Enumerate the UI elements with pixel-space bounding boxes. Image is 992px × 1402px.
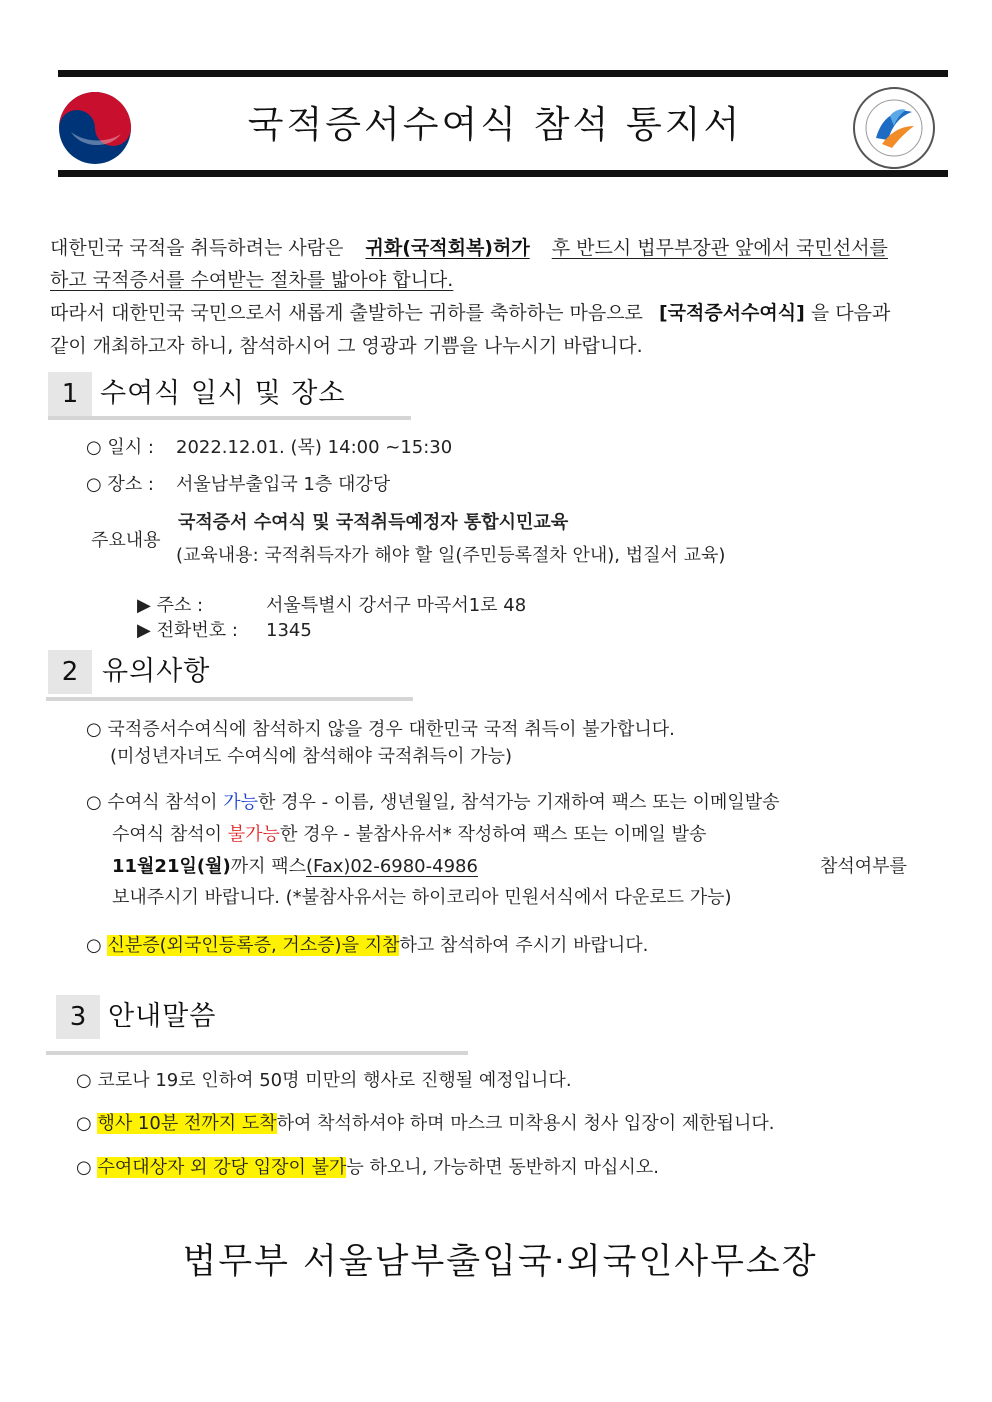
section-number: 3 [56, 995, 100, 1039]
content-sub: (교육내용: 국적취득자가 해야 할 일(주민등록절차 안내), 법질서 교육) [176, 545, 726, 566]
top-rule [58, 70, 948, 77]
phone-label: ▶ 전화번호 : [137, 620, 238, 641]
date-label: ○ 일시 : [86, 437, 154, 458]
highlighted-text: 행사 10분 전까지 도착 [97, 1113, 277, 1134]
section-title: 안내말씀 [108, 1001, 217, 1032]
page-title: 국적증서수여식 참석 통지서 [247, 103, 743, 146]
intro-line-1 [50, 236, 888, 260]
guidance-1: ○ 코로나 19로 인하여 50명 미만의 행사로 진행될 예정입니다. [76, 1070, 572, 1091]
intro-text: 후 반드시 법무부장관 앞에서 국민선서를 [551, 237, 888, 259]
place-value: 서울남부출입국 1층 대강당 [176, 474, 391, 495]
issuer-signature: 법무부 서울남부출입국·외국인사무소장 [182, 1242, 818, 1282]
guidance-3 [76, 1156, 659, 1180]
place-label: ○ 장소 : [86, 474, 154, 495]
notice-2-line-1 [86, 791, 780, 815]
notice-text: ○ 수여식 참석이 [86, 792, 224, 813]
notice-text: 한 경우 - 불참사유서* 작성하여 팩스 또는 이메일 발송 [279, 824, 707, 845]
notice-2-line-3-end: 참석여부를 [820, 856, 907, 877]
guidance-2 [76, 1112, 774, 1136]
notice-text: ○ [86, 935, 108, 956]
bottom-rule [58, 170, 948, 177]
address-value: 서울특별시 강서구 마곡서1로 48 [266, 595, 527, 616]
guidance-text: ○ [76, 1113, 98, 1134]
notice-text: 까지 팩스 [230, 856, 306, 877]
deadline-date: 11월21일(월) [112, 856, 231, 877]
naturalization-permit-text: 귀화(국적회복)허가 [365, 237, 530, 259]
content-main: 국적증서 수여식 및 국적취득예정자 통합시민교육 [178, 512, 569, 533]
date-value: 2022.12.01. (목) 14:00 ~15:30 [176, 437, 453, 458]
immigration-service-logo-icon [852, 86, 936, 170]
notice-3 [86, 934, 648, 958]
intro-text: 따라서 대한민국 국민으로서 새롭게 출발하는 귀하를 축하하는 마음으로 [50, 302, 643, 324]
notice-text: 수여식 참석이 [112, 824, 228, 845]
intro-line-2: 하고 국적증서를 수여받는 절차를 밟아야 합니다. [50, 269, 454, 291]
section-number: 2 [48, 650, 92, 694]
highlighted-text: 신분증(외국인등록증, 거소증)을 지참 [107, 935, 400, 956]
section-title: 유의사항 [102, 656, 211, 687]
notice-2-line-3 [112, 855, 478, 879]
content-label: 주요내용 [91, 530, 161, 551]
ceremony-name-text: [국적증서수여식] [658, 302, 805, 324]
guidance-text: 하여 착석하셔야 하며 마스크 미착용시 청사 입장이 제한됩니다. [276, 1113, 775, 1134]
notice-text: 하고 참석하여 주시기 바랍니다. [399, 935, 649, 956]
highlighted-text: 수여대상자 외 강당 입장이 불가 [97, 1157, 347, 1178]
intro-text: 대한민국 국적을 취득하려는 사람은 [50, 237, 344, 259]
section-title: 수여식 일시 및 장소 [100, 378, 346, 409]
section-number: 1 [48, 372, 92, 416]
guidance-text: ○ [76, 1157, 98, 1178]
section-divider [46, 1051, 468, 1055]
attend-possible-text: 가능 [223, 792, 258, 813]
intro-line-3 [50, 301, 890, 325]
intro-line-4: 같이 개최하고자 하니, 참석하시어 그 영광과 기쁨을 나누시기 바랍니다. [50, 335, 643, 357]
guidance-text: 능 하오니, 가능하면 동반하지 마십시오. [346, 1157, 659, 1178]
fax-number: (Fax)02-6980-4986 [306, 856, 478, 877]
notice-2-line-2 [112, 823, 706, 847]
address-label: ▶ 주소 : [137, 595, 204, 616]
intro-text: 을 다음과 [810, 302, 891, 324]
section-divider [48, 416, 411, 420]
attend-impossible-text: 불가능 [227, 824, 280, 845]
notice-2-line-4: 보내주시기 바랍니다. (*불참사유서는 하이코리아 민원서식에서 다운로드 가능) [112, 887, 732, 908]
notice-text: 한 경우 - 이름, 생년월일, 참석가능 기재하여 팩스 또는 이메일발송 [257, 792, 780, 813]
notice-1-sub: (미성년자녀도 수여식에 참석해야 국적취득이 가능) [110, 746, 513, 767]
section-divider [46, 697, 413, 701]
notice-1: ○ 국적증서수여식에 참석하지 않을 경우 대한민국 국적 취득이 불가합니다. [86, 719, 675, 740]
phone-value: 1345 [266, 620, 312, 641]
government-emblem-icon [57, 90, 133, 166]
